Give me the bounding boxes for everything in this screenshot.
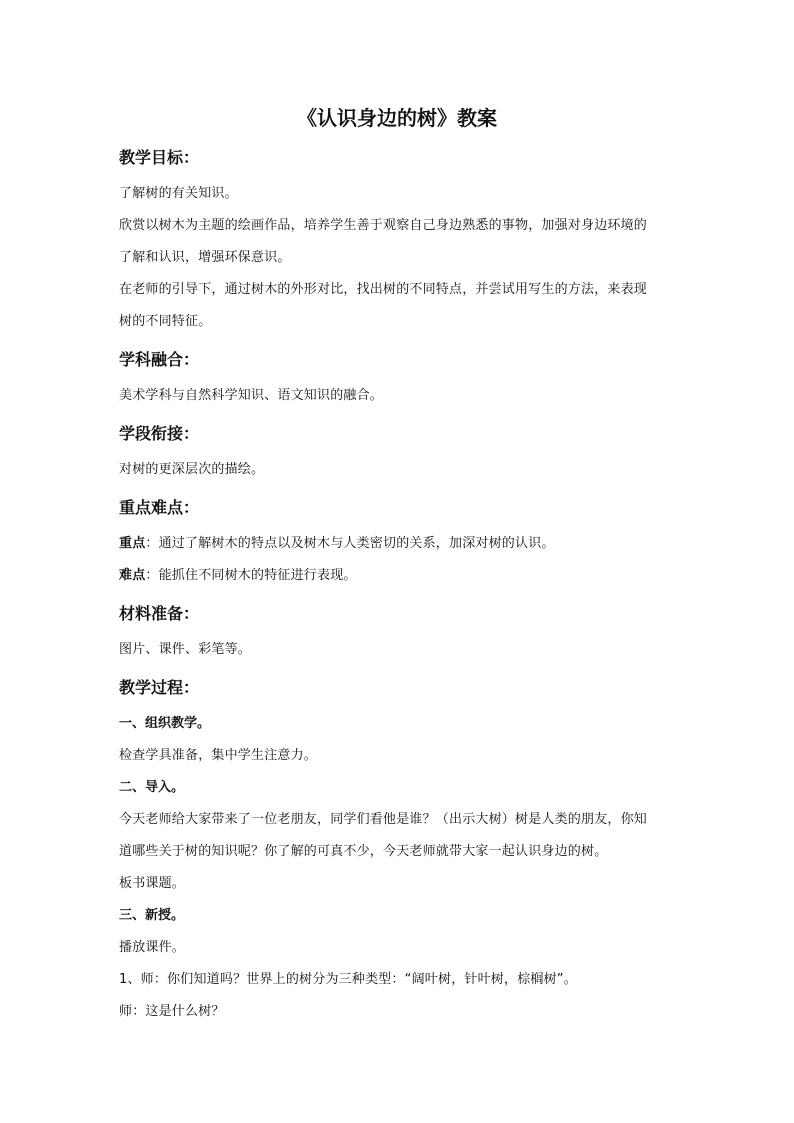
paragraph-line: 1、师：你们知道吗？世界上的树分为三种类型：“阔叶树，针叶树，棕榈树”。 [119, 972, 577, 987]
heading-process: 教学过程： [119, 678, 200, 697]
key-point-text: ：通过了解树木的特点以及树木与人类密切的关系，加深对树的认识。 [145, 536, 555, 551]
difficulty-line [119, 560, 679, 592]
step-title: 二、导入。 [119, 780, 185, 795]
paragraph-line: 今天老师给大家带来了一位老朋友，同学们看他是谁？（出示大树）树是人类的朋友，你知 [119, 812, 648, 827]
paragraph-line: 板书课题。 [119, 876, 186, 891]
heading-integration: 学科融合： [119, 350, 200, 369]
document-title: 《认识身边的树》教案 [297, 106, 497, 130]
paragraph-line: 了解和认识，增强环保意识。 [119, 250, 291, 265]
key-point-label: 重点 [119, 536, 146, 551]
document-body [119, 146, 679, 1028]
heading-connection: 学段衔接： [119, 424, 200, 443]
paragraph-line: 图片、课件、彩笔等。 [119, 642, 252, 657]
paragraph-line: 检查学具准备，集中学生注意力。 [119, 748, 318, 763]
key-point-line [119, 528, 679, 560]
paragraph-line: 美术学科与自然科学知识、语文知识的融合。 [119, 388, 384, 403]
paragraph-line: 师：这是什么树？ [119, 1004, 225, 1019]
step-title: 三、新授。 [119, 908, 185, 923]
difficulty-label: 难点 [119, 568, 146, 583]
heading-keypoints: 重点难点： [119, 498, 200, 517]
heading-goals: 教学目标： [119, 148, 200, 167]
paragraph-line: 树的不同特征。 [119, 314, 212, 329]
paragraph-line: 欣赏以树木为主题的绘画作品，培养学生善于观察自己身边熟悉的事物，加强对身边环境的 [119, 218, 648, 233]
paragraph-line: 在老师的引导下，通过树木的外形对比，找出树的不同特点，并尝试用写生的方法，来表现 [119, 282, 648, 297]
paragraph-line: 播放课件。 [119, 940, 186, 955]
paragraph-line: 对树的更深层次的描绘。 [119, 462, 265, 477]
paragraph-line: 道哪些关于树的知识呢？你了解的可真不少，今天老师就带大家一起认识身边的树。 [119, 844, 608, 859]
paragraph-line: 了解树的有关知识。 [119, 186, 238, 201]
difficulty-text: ：能抓住不同树木的特征进行表现。 [145, 568, 357, 583]
step-title: 一、组织教学。 [119, 716, 211, 731]
heading-materials: 材料准备： [119, 604, 200, 623]
